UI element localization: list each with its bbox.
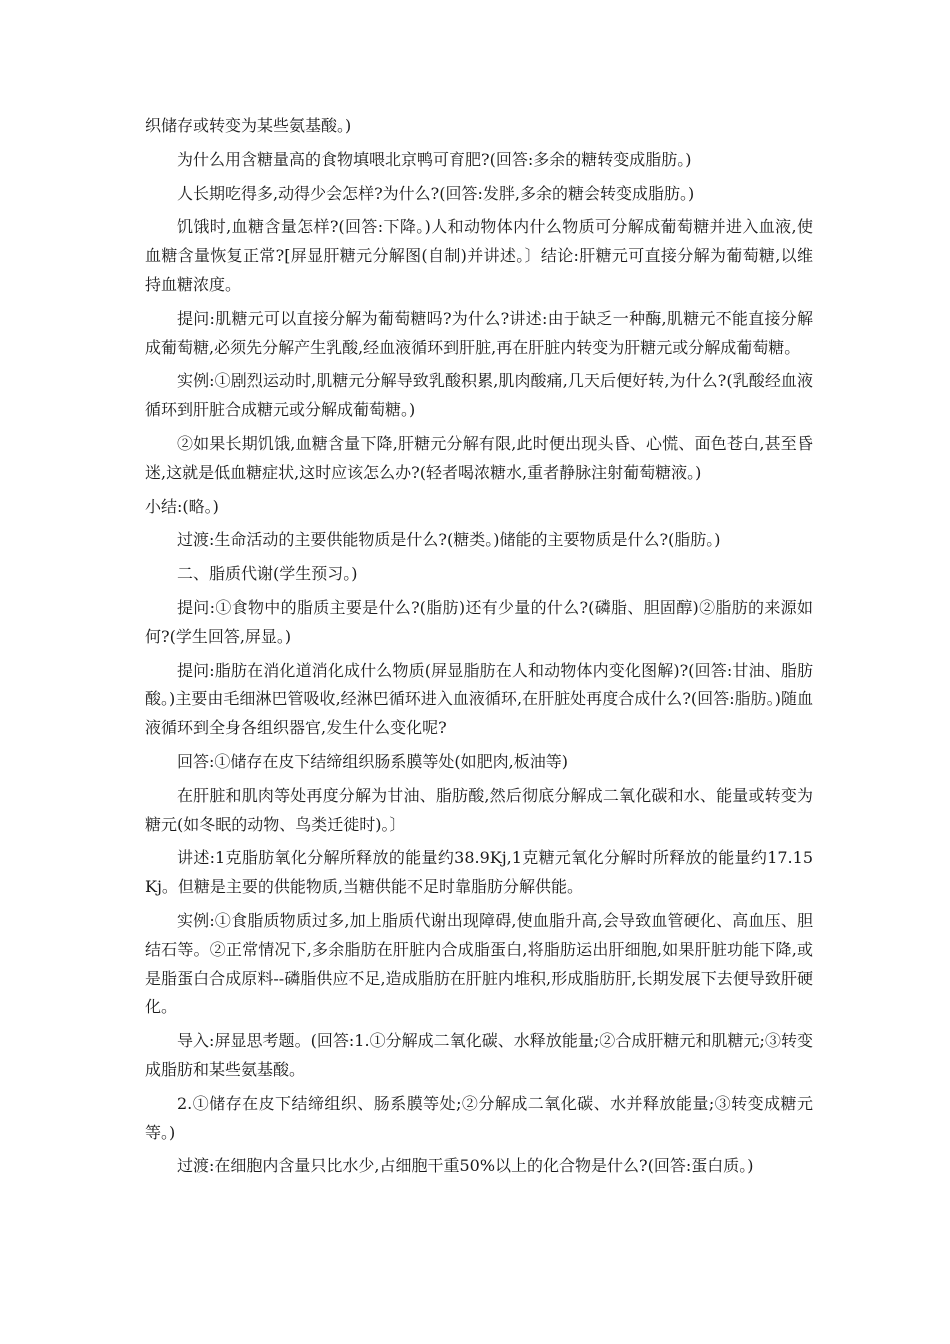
paragraph-summary: 小结:(略。) xyxy=(145,496,219,516)
paragraph-answer-two: 2.①储存在皮下结缔组织、肠系膜等处;②分解成二氧化碳、水并释放能量;③转变成糖元等。) xyxy=(145,1093,813,1142)
paragraph-continuation: 织储存或转变为某些氨基酸。) xyxy=(145,116,352,135)
paragraph-intro-questions: 导入:屏显思考题。(回答:1.①分解成二氧化碳、水释放能量;②合成肝糖元和肌糖元;③转变成脂肪和某些氨基酸。 xyxy=(145,1031,813,1079)
paragraph-muscle-glycogen: 提问:肌糖元可以直接分解为葡萄糖吗?为什么?讲述:由于缺乏一种酶,肌糖元不能直接分解成葡萄糖,必须先分解产生乳酸,经血液循环到肝脏,再在肝脏内转变为肝糖元或分解成葡萄糖。 xyxy=(145,308,813,357)
paragraph-transition-protein: 过渡:在细胞内含量只比水少,占细胞干重50%以上的化合物是什么?(回答:蛋白质。) xyxy=(177,1156,754,1176)
paragraph-answer-storage: 回答:①储存在皮下结缔组织肠系膜等处(如肥肉,板油等) xyxy=(177,751,568,771)
section-heading-lipid-metabolism: 二、脂质代谢(学生预习。) xyxy=(177,564,358,584)
paragraph-question-overeating: 人长期吃得多,动得少会怎样?为什么?(回答:发胖,多余的糖会转变成脂肪。) xyxy=(177,183,695,203)
paragraph-question-digestion: 提问:脂肪在消化道消化成什么物质(屏显脂肪在人和动物体内变化图解)?(回答:甘油、脂肪酸。)主要由毛细淋巴管吸收,经淋巴循环进入血液循环,在肝脏处再度合成什么?(回答:脂肪。)随血液循环到全身各组织器官,发生什么变化呢? xyxy=(145,660,813,738)
paragraph-transition-energy: 过渡:生命活动的主要供能物质是什么?(糖类。)储能的主要物质是什么?(脂肪。) xyxy=(177,530,721,550)
paragraph-question-lipids: 提问:①食物中的脂质主要是什么?(脂肪)还有少量的什么?(磷脂、胆固醇)②脂肪的来源如何?(学生回答,屏显。) xyxy=(145,597,813,646)
document-body xyxy=(145,112,813,1186)
paragraph-liver-muscle: 在肝脏和肌肉等处再度分解为甘油、脂肪酸,然后彻底分解成二氧化碳和水、能量或转变为糖元(如冬眠的动物、鸟类迁徙时)。〕 xyxy=(145,785,813,834)
paragraph-example-exercise: 实例:①剧烈运动时,肌糖元分解导致乳酸积累,肌肉酸痛,几天后便好转,为什么?(乳酸经血液循环到肝脏合成糖元或分解成葡萄糖。) xyxy=(145,371,813,420)
paragraph-question-duck: 为什么用含糖量高的食物填喂北京鸭可育肥?(回答:多余的糖转变成脂肪。) xyxy=(177,149,692,169)
paragraph-example-hypoglycemia: ②如果长期饥饿,血糖含量下降,肝糖元分解有限,此时便出现头昏、心慌、面色苍白,甚至昏迷,这就是低血糖症状,这时应该怎么办?(轻者喝浓糖水,重者静脉注射葡萄糖液。) xyxy=(145,433,813,482)
paragraph-hunger-blood-sugar: 饥饿时,血糖含量怎样?(回答:下降。)人和动物体内什么物质可分解成葡萄糖并进入血液,使血糖含量恢复正常?[屏显肝糖元分解图(自制)并讲述。〕结论:肝糖元可直接分解为葡萄糖,以维持血糖浓度。 xyxy=(145,217,813,294)
paragraph-energy-comparison: 讲述:1克脂肪氧化分解所释放的能量约38.9Kj,1克糖元氧化分解时所释放的能量约17.15Kj。但糖是主要的供能物质,当糖供能不足时靠脂肪分解供能。 xyxy=(145,848,813,897)
paragraph-example-fatty-liver: 实例:①食脂质物质过多,加上脂质代谢出现障碍,使血脂升高,会导致血管硬化、高血压、胆结石等。②正常情况下,多余脂肪在肝脏内合成脂蛋白,将脂肪运出肝细胞,如果肝脏功能下降,或是脂蛋白合成原料--磷脂供应不足,造成脂肪在肝脏内堆积,形成脂肪肝,长期发展下去便导致肝硬化。 xyxy=(145,910,813,1017)
